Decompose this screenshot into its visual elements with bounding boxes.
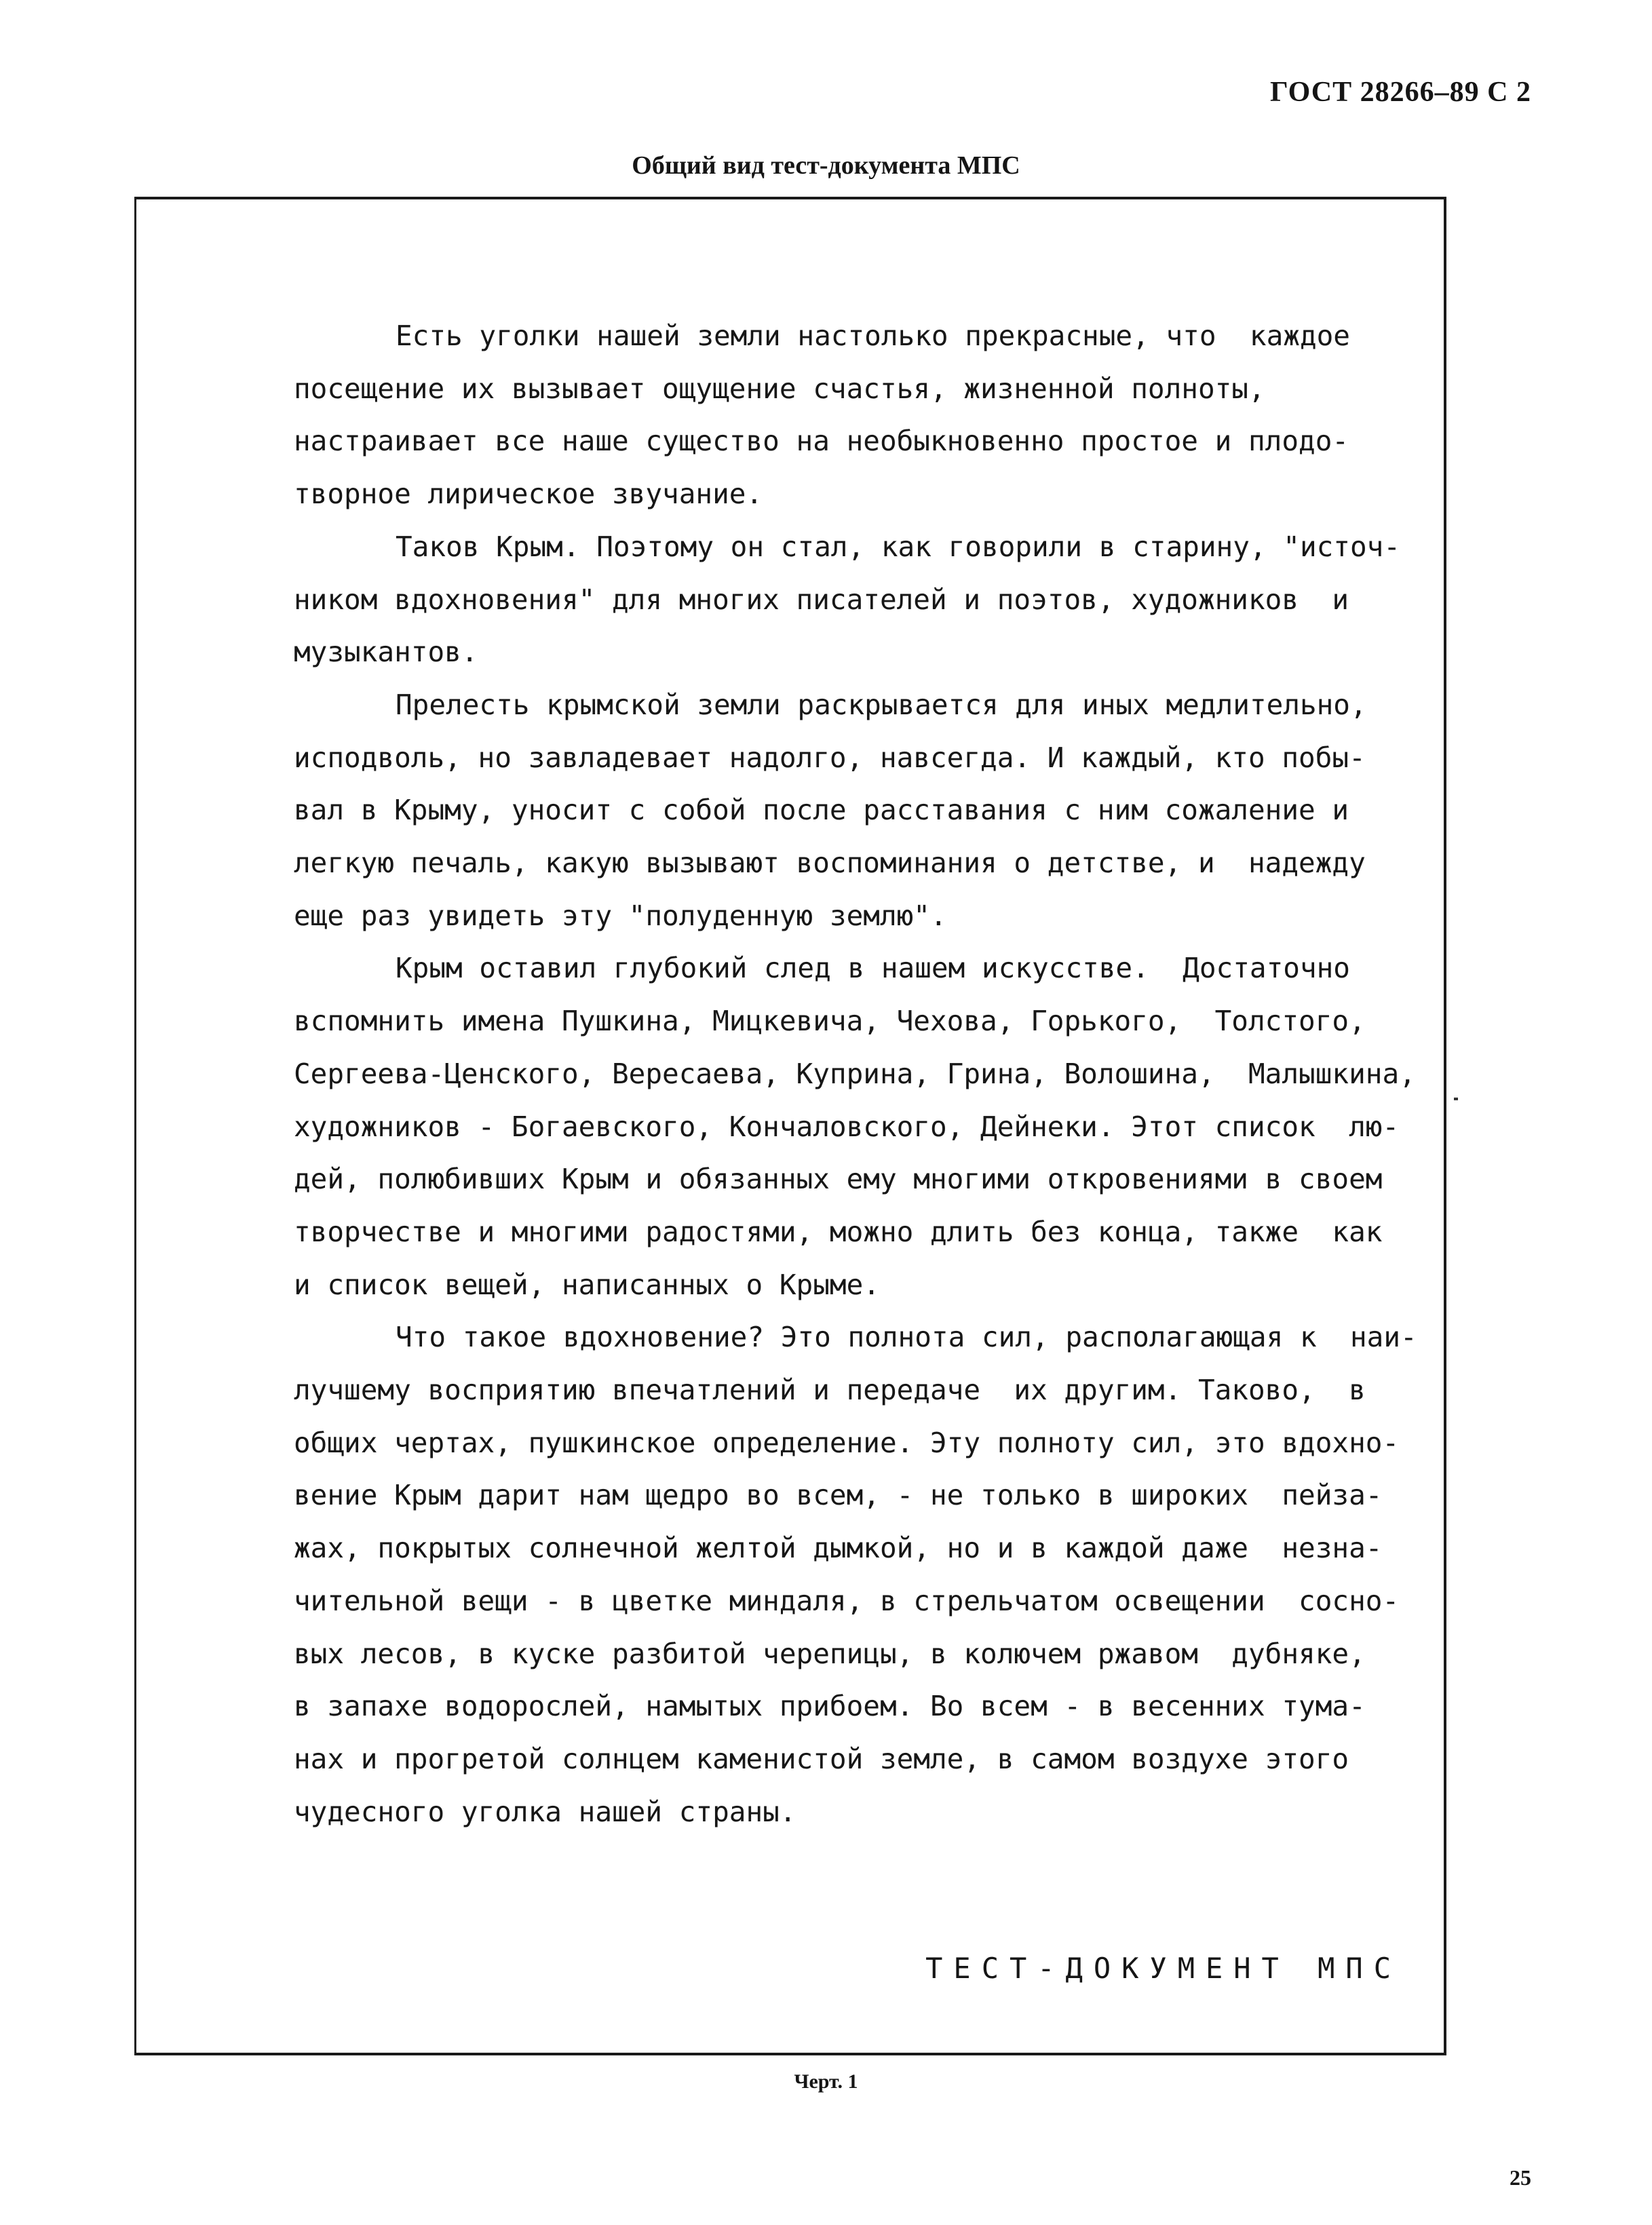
text-line: музыкантов. <box>294 636 478 669</box>
test-document-frame <box>134 197 1446 2055</box>
text-line: Прелесть крымской земли раскрывается для иных медлительно, <box>396 688 1367 721</box>
page-number: 25 <box>1510 2165 1531 2190</box>
text-line: чудесного уголка нашей страны. <box>294 1795 796 1828</box>
margin-mark <box>1454 1098 1458 1100</box>
text-line: и список вещей, написанных о Крыме. <box>294 1268 880 1301</box>
text-line: исподволь, но завладевает надолго, навсегда. И каждый, кто побы- <box>294 741 1366 774</box>
figure-title: Общий вид тест-документа МПС <box>632 151 1020 180</box>
text-line: общих чертах, пушкинское определение. Эту полноту сил, это вдохно- <box>294 1426 1400 1459</box>
text-line: настраивает все наше существо на необыкновенно простое и плодо- <box>294 425 1349 458</box>
test-document-signature: ТЕСТ-ДОКУМЕНТ МПС <box>925 1952 1402 1985</box>
text-line: чительной вещи - в цветке миндаля, в стрельчатом освещении сосно- <box>294 1584 1400 1617</box>
paragraph <box>294 942 1420 1311</box>
text-line: творчестве и многими радостями, можно длить без конца, также как <box>294 1215 1383 1248</box>
text-line: вспомнить имена Пушкина, Мицкевича, Чехова, Горького, Толстого, <box>294 1005 1366 1038</box>
text-line: нах и прогретой солнцем каменистой земле, в самом воздухе этого <box>294 1742 1349 1775</box>
text-line: художников - Богаевского, Кончаловского, Дейнеки. Этот список лю- <box>294 1110 1400 1143</box>
text-line: Что такое вдохновение? Это полнота сил, располагающая к наи- <box>396 1321 1417 1354</box>
figure-caption: Черт. 1 <box>794 2070 858 2093</box>
text-line: посещение их вызывает ощущение счастья, жизненной полноты, <box>294 372 1265 405</box>
text-line: еще раз увидеть эту "полуденную землю". <box>294 899 947 932</box>
text-line: вых лесов, в куске разбитой черепицы, в колючем ржавом дубняке, <box>294 1637 1366 1670</box>
text-line: дей, полюбивших Крым и обязанных ему многими откровениями в своем <box>294 1163 1383 1196</box>
standard-code-header: ГОСТ 28266–89 С 2 <box>1269 77 1531 108</box>
test-document-body <box>294 310 1420 1838</box>
text-line: Крым оставил глубокий след в нашем искусстве. Достаточно <box>396 952 1350 985</box>
text-line: легкую печаль, какую вызывают воспоминания о детстве, и надежду <box>294 847 1366 880</box>
text-line: Сергеева-Ценского, Вересаева, Куприна, Грина, Волошина, Малышкина, <box>294 1057 1416 1090</box>
text-line: ником вдохновения" для многих писателей и поэтов, художников и <box>294 583 1349 616</box>
paragraph <box>294 1311 1420 1838</box>
paragraph <box>294 310 1420 521</box>
text-line: вал в Крыму, уносит с собой после расставания с ним сожаление и <box>294 794 1349 827</box>
text-line: Есть уголки нашей земли настолько прекрасные, что каждое <box>396 320 1350 352</box>
text-line: Таков Крым. Поэтому он стал, как говорили в старину, "источ- <box>396 530 1401 563</box>
text-line: в запахе водорослей, намытых прибоем. Во всем - в весенних тума- <box>294 1690 1366 1723</box>
paragraph <box>294 521 1420 679</box>
paragraph <box>294 679 1420 943</box>
text-line: творное лирическое звучание. <box>294 478 763 511</box>
text-line: жах, покрытых солнечной желтой дымкой, но и в каждой даже незна- <box>294 1532 1383 1565</box>
text-line: лучшему восприятию впечатлений и передаче их другим. Таково, в <box>294 1374 1366 1407</box>
text-line: вение Крым дарит нам щедро во всем, - не только в широких пейза- <box>294 1479 1383 1512</box>
